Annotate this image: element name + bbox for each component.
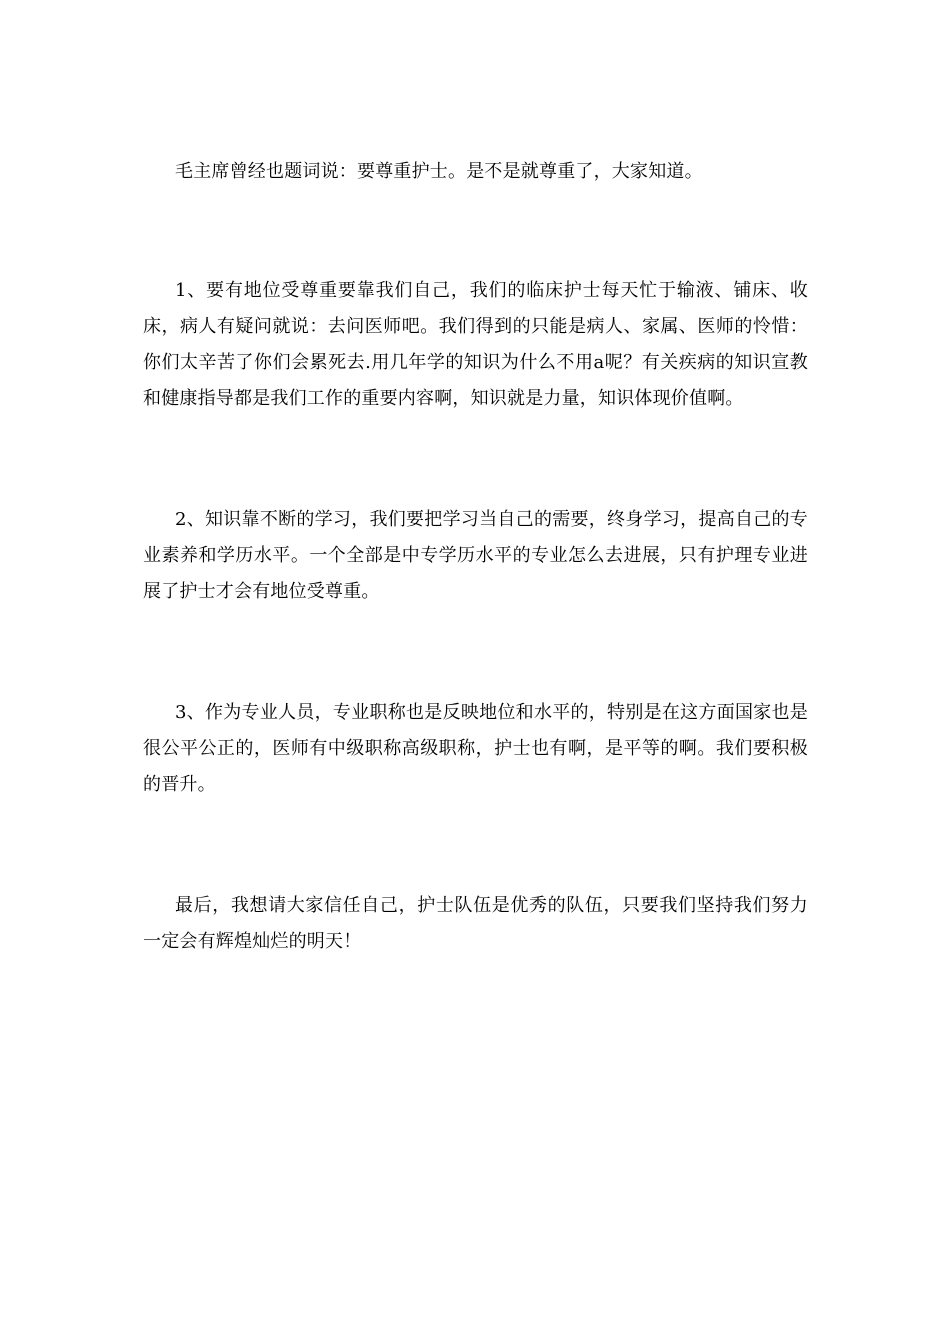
paragraph-point-2: 2、知识靠不断的学习，我们要把学习当自己的需要，终身学习，提高自己的专业素养和学历水平。一个全部是中专学历水平的专业怎么去进展，只有护理专业进展了护士才会有地位受尊重。 [143, 509, 808, 602]
paragraph-conclusion: 最后，我想请大家信任自己，护士队伍是优秀的队伍，只要我们坚持我们努力一定会有辉煌灿烂的明天！ [143, 895, 808, 952]
paragraph-point-1: 1、要有地位受尊重要靠我们自己，我们的临床护士每天忙于输液、铺床、收床，病人有疑问就说：去问医师吧。我们得到的只能是病人、家属、医师的怜惜：你们太辛苦了你们会累死去.用几年学的知识为什么不用a呢？有关疾病的知识宣教和健康指导都是我们工作的重要内容啊，知识就是力量，知识体现价值啊。 [143, 280, 808, 409]
document-body [143, 154, 808, 960]
paragraph-intro: 毛主席曾经也题词说：要尊重护士。是不是就尊重了，大家知道。 [175, 161, 703, 182]
paragraph-point-3: 3、作为专业人员，专业职称也是反映地位和水平的，特别是在这方面国家也是很公平公正的，医师有中级职称高级职称，护士也有啊，是平等的啊。我们要积极的晋升。 [143, 702, 808, 795]
